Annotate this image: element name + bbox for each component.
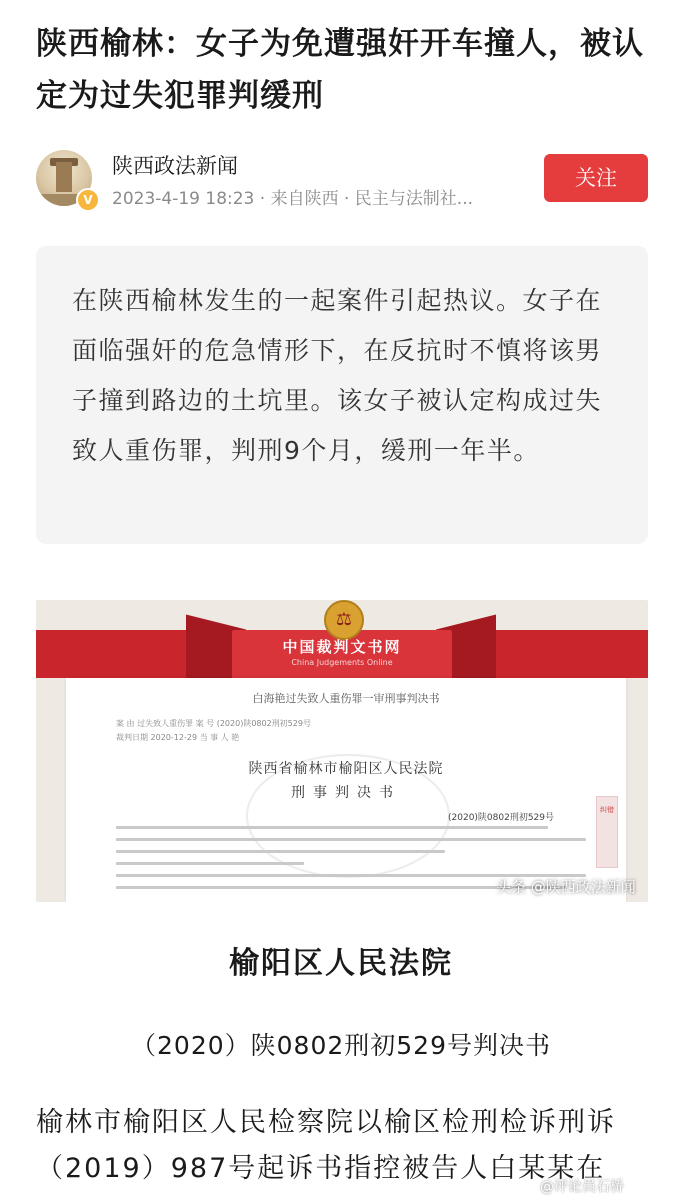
side-toolbar-label: 纠错	[600, 806, 614, 814]
court-heading: 榆阳区人民法院	[229, 946, 453, 981]
document-court: 陕西省榆林市榆阳区人民法院	[248, 761, 444, 777]
avatar-tower	[56, 162, 72, 192]
follow-button[interactable]: 关注	[544, 154, 648, 202]
judgment-paper	[66, 678, 626, 902]
verified-badge-icon: V	[76, 188, 100, 212]
summary-box	[36, 246, 648, 544]
body-line-2: （2019）987号起诉书指控被告人白某某在	[36, 1153, 606, 1184]
summary-text: 在陕西榆林发生的一起案件引起热议。女子在面临强奸的危急情形下，在反抗时不慎将该男子撞到路边的土坑里。该女子被认定构成过失致人重伤罪，判刑9个月，缓刑一年半。	[72, 286, 603, 465]
document-type: 刑事判决书	[291, 785, 401, 801]
body-line-1: 榆林市榆阳区人民检察院以榆区检刑检诉刑诉	[36, 1107, 616, 1138]
article-title: 陕西榆林：女子为免遭强奸开车撞人，被认定为过失犯罪判缓刑	[36, 26, 644, 114]
document-meta-2: 裁判日期 2020-12-29 当 事 人 艳	[116, 733, 240, 742]
site-subtitle: China Judgements Online	[291, 658, 393, 667]
case-number: （2020）陕0802刑初529号判决书	[131, 1031, 551, 1060]
document-number: (2020)陕0802刑初529号	[448, 813, 555, 823]
document-meta-1: 案 由 过失致人重伤罪 案 号 (2020)陕0802刑初529号	[116, 719, 311, 728]
weibo-watermark: @评论员石桥	[540, 1179, 624, 1195]
image-watermark: 头条 @陕西政法新闻	[496, 878, 636, 896]
side-toolbar[interactable]	[596, 796, 618, 868]
author-name[interactable]: 陕西政法新闻	[112, 154, 238, 178]
site-name: 中国裁判文书网	[282, 638, 402, 656]
court-emblem-icon: ⚖	[324, 600, 364, 640]
author-meta: 2023-4-19 18:23 · 来自陕西 · 民主与法制社...	[112, 189, 474, 209]
judgment-screenshot-image[interactable]	[36, 600, 648, 902]
document-heading: 白海艳过失致人重伤罪一审刑事判决书	[252, 692, 440, 705]
author-row	[36, 148, 648, 218]
